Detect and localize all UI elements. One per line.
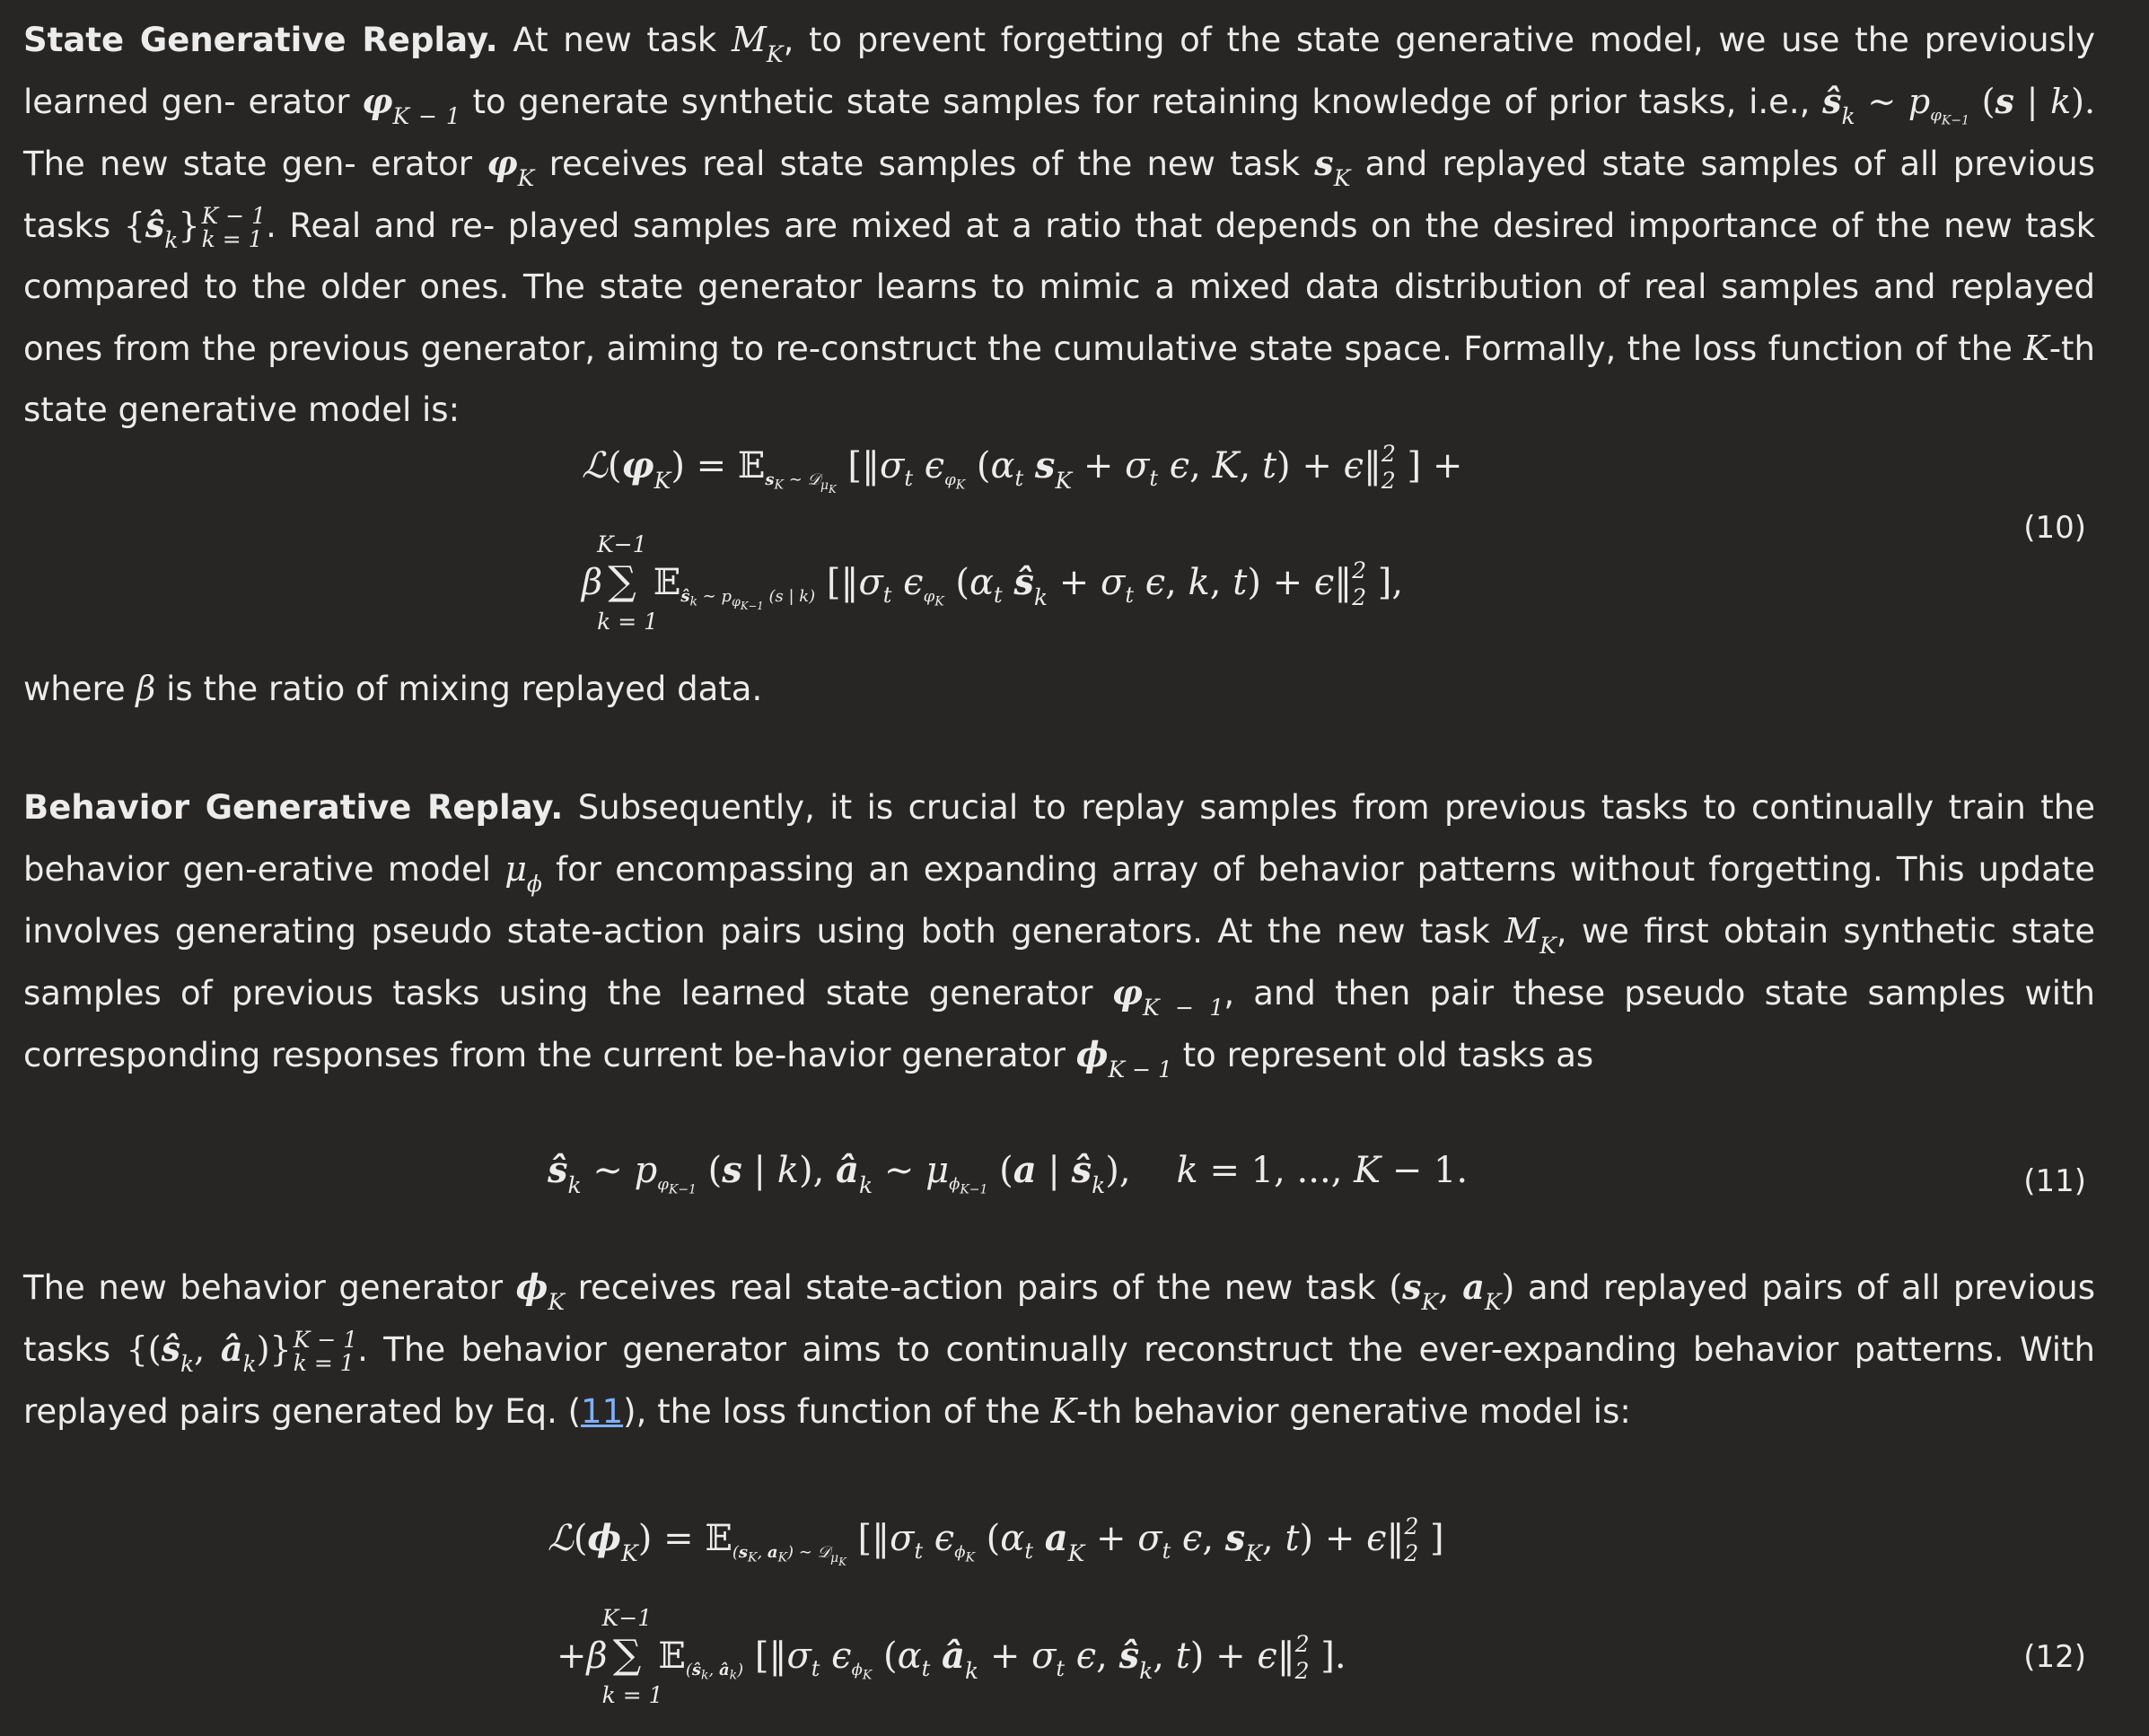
state-generative-replay-paragraph: State Generative Replay. At new task $M_K$, to prevent forgetting of the state generative model, we use the previously learned gen- erator $\varphi_{K - 1}$ to generate synthetic state samples for retaining knowledge of prior tasks, i.e., $ŝ_k$ ∼ $p_{\varphi_{K-1}}$ (s | k). The new state gen- erator $\varphi_K$ receives real state samples of the new task $s_K$ and replayed state samples of all previous tasks $\{ŝ_k\}$ K − 1 k = 1 . Real and re- played samples are mixed at a ratio that depends on the desired importance of the new task compared to the older ones. The state generator learns to mimic a mixed data distribution of real samples and replayed ones from the previous generator, aiming to re-construct the cumulative state space. Formally, the loss function of the K-th state generative model is: bbox=[23, 20, 2096, 429]
equation-11-number: (11) bbox=[2023, 1163, 2086, 1199]
section-heading-state: State Generative Replay. bbox=[23, 21, 498, 59]
equation-10-number: (10) bbox=[2023, 510, 2086, 546]
equation-10-line-1: $ℒ(\varphi_K)$ = 𝔼$_{s_K \sim 𝒟_{\mu_K}}$ [$‖\sigma_t$ $\epsilon_{\varphi_K}$ ($\alpha_t$ $s_K + \sigma_t$ ϵ, K, t) + ϵ‖$^2_2$ ] + bbox=[582, 441, 1463, 495]
equation-12-line-1: $ℒ(\phi_K)$ = 𝔼$_{(s_K, a_K) \sim 𝒟_{\mu_K}}$ [$‖\sigma_t$ $\epsilon_{\phi_K}$ ($\alpha_t$ $a_K + \sigma_t$ ϵ, $s_K$, t) + ϵ‖$^2_2$ ] bbox=[548, 1513, 1444, 1568]
equation-11-link[interactable]: 11 bbox=[581, 1392, 624, 1431]
equation-10-line-2: β ∑ K−1 k = 1 𝔼$_{ŝ_k \sim p_{\varphi_{K-1}} (s | k)}$ [$‖\sigma_t$ $\epsilon_{\varphi_K}$ ($\alpha_t$ $ŝ_k + \sigma_t$ ϵ, k, t) + ϵ‖$^2_2$ ], bbox=[582, 531, 1404, 635]
equation-12-number: (12) bbox=[2023, 1639, 2086, 1675]
behavior-generative-replay-paragraph: Behavior Generative Replay. Subsequently, it is crucial to replay samples from previous tasks to continually train the behavior gen-erative model $\mu_\phi$ for encompassing an expanding array of behavior patterns without forgetting. This update involves generating pseudo state-action pairs using both generators. At the new task $M_K$, we first obtain synthetic state samples of previous tasks using the learned state generator $\varphi_{K - 1}$, and then pair these pseudo state samples with corresponding responses from the current be-havior generator $\phi_{K - 1}$ to represent old tasks as bbox=[23, 788, 2096, 1083]
behavior-loss-paragraph: The new behavior generator $\phi_K$ receives real state-action pairs of the new task ($s_K$, $a_K$) and replayed pairs of all previous tasks {($ŝ_k$, $â_k$)} K − 1 k = 1 . The behavior generator aims to continually reconstruct the ever-expanding behavior patterns. With replayed pairs generated by Eq. (11), the loss function of the K-th behavior generative model is: bbox=[23, 1267, 2096, 1431]
where-beta-text: where β is the ratio of mixing replayed data. bbox=[23, 669, 763, 708]
equation-12-line-2: +β ∑ K−1 k = 1 𝔼$_{(ŝ_k, â_k)}$ [$‖\sigma_t$ $\epsilon_{\phi_K}$ ($\alpha_t$ $â_k + \sigma_t$ ϵ, $ŝ_k$, t) + ϵ‖$^2_2$ ]. bbox=[557, 1605, 1346, 1708]
equation-11: $ŝ_k$ ∼ $p_{\varphi_{K-1}}$ (s | k), $â_k$ ∼ $\mu_{\phi_{K-1}}$ (a | $ŝ_k$), k = 1, ..., K − 1. bbox=[548, 1149, 1469, 1198]
section-heading-behavior: Behavior Generative Replay. bbox=[23, 788, 564, 827]
